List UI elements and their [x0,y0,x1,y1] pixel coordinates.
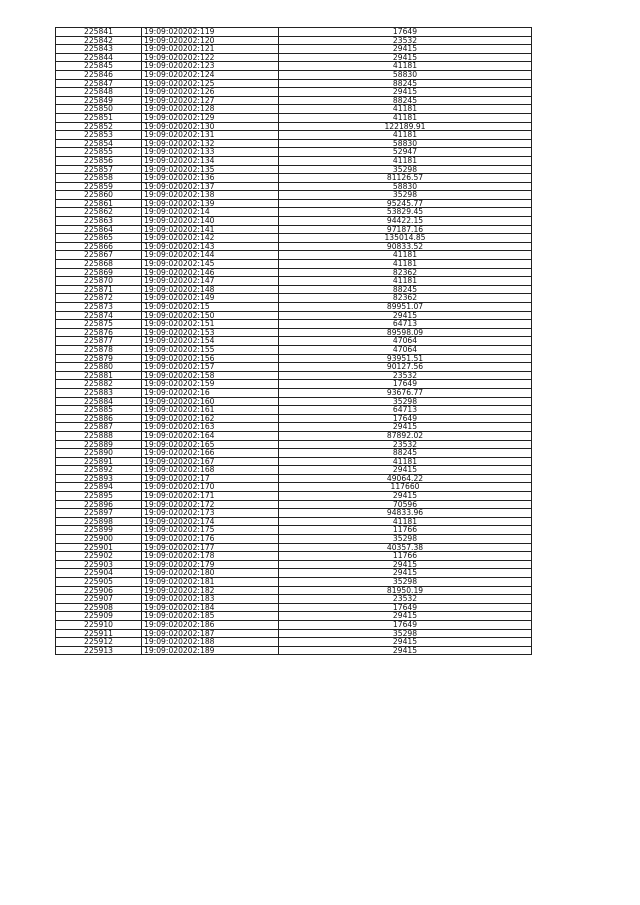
cadastral-number-cell: 19:09:020202:183 [142,595,279,604]
amount-cell: 88245 [279,79,532,88]
row-number-cell: 225861 [56,199,142,208]
table-row [56,517,532,526]
table-row [56,174,532,183]
row-number-cell: 225886 [56,414,142,423]
cadastral-number-cell: 19:09:020202:188 [142,638,279,647]
amount-cell: 17649 [279,380,532,389]
cadastral-number-cell: 19:09:020202:166 [142,449,279,458]
row-number-cell: 225871 [56,285,142,294]
cadastral-number-cell: 19:09:020202:156 [142,354,279,363]
row-number-cell: 225891 [56,457,142,466]
row-number-cell: 225868 [56,260,142,269]
cadastral-number-cell: 19:09:020202:165 [142,440,279,449]
amount-cell: 29415 [279,45,532,54]
table-row [56,423,532,432]
table-row [56,500,532,509]
table-row [56,449,532,458]
row-number-cell: 225865 [56,234,142,243]
table-row [56,354,532,363]
row-number-cell: 225849 [56,96,142,105]
table-row [56,595,532,604]
cadastral-number-cell: 19:09:020202:171 [142,492,279,501]
row-number-cell: 225848 [56,88,142,97]
amount-cell: 41181 [279,156,532,165]
table-row [56,88,532,97]
cadastral-number-cell: 19:09:020202:139 [142,199,279,208]
amount-cell: 17649 [279,620,532,629]
row-number-cell: 225858 [56,174,142,183]
row-number-cell: 225896 [56,500,142,509]
row-number-cell: 225881 [56,371,142,380]
row-number-cell: 225888 [56,431,142,440]
row-number-cell: 225913 [56,646,142,655]
amount-cell: 35298 [279,397,532,406]
table-row [56,397,532,406]
amount-cell: 29415 [279,466,532,475]
cadastral-number-cell: 19:09:020202:136 [142,174,279,183]
cadastral-number-cell: 19:09:020202:16 [142,388,279,397]
cadastral-number-cell: 19:09:020202:154 [142,337,279,346]
cadastral-number-cell: 19:09:020202:148 [142,285,279,294]
cadastral-number-cell: 19:09:020202:135 [142,165,279,174]
cadastral-number-cell: 19:09:020202:17 [142,474,279,483]
cadastral-number-cell: 19:09:020202:132 [142,139,279,148]
amount-cell: 95245.77 [279,199,532,208]
table-row [56,466,532,475]
table-row [56,242,532,251]
cadastral-number-cell: 19:09:020202:164 [142,431,279,440]
amount-cell: 88245 [279,96,532,105]
cadastral-number-cell: 19:09:020202:168 [142,466,279,475]
amount-cell: 29415 [279,311,532,320]
table-row [56,414,532,423]
table-row [56,79,532,88]
row-number-cell: 225869 [56,268,142,277]
cadastral-number-cell: 19:09:020202:142 [142,234,279,243]
table-row [56,646,532,655]
amount-cell: 41181 [279,131,532,140]
amount-cell: 117660 [279,483,532,492]
cadastral-number-cell: 19:09:020202:174 [142,517,279,526]
amount-cell: 11766 [279,552,532,561]
cadastral-number-cell: 19:09:020202:14 [142,208,279,217]
amount-cell: 58830 [279,182,532,191]
row-number-cell: 225887 [56,423,142,432]
cadastral-number-cell: 19:09:020202:160 [142,397,279,406]
table-row [56,543,532,552]
amount-cell: 23532 [279,595,532,604]
cadastral-number-cell: 19:09:020202:121 [142,45,279,54]
row-number-cell: 225901 [56,543,142,552]
cadastral-number-cell: 19:09:020202:176 [142,535,279,544]
table-row [56,285,532,294]
table-row [56,182,532,191]
row-number-cell: 225874 [56,311,142,320]
table-row [56,62,532,71]
table-row [56,509,532,518]
cadastral-number-cell: 19:09:020202:138 [142,191,279,200]
row-number-cell: 225893 [56,474,142,483]
amount-cell: 29415 [279,53,532,62]
row-number-cell: 225846 [56,70,142,79]
table-row [56,629,532,638]
amount-cell: 47064 [279,337,532,346]
amount-cell: 17649 [279,603,532,612]
table-row [56,139,532,148]
row-number-cell: 225904 [56,569,142,578]
cadastral-number-cell: 19:09:020202:187 [142,629,279,638]
table-row [56,225,532,234]
cadastral-number-cell: 19:09:020202:151 [142,320,279,329]
table-row [56,388,532,397]
row-number-cell: 225856 [56,156,142,165]
row-number-cell: 225912 [56,638,142,647]
cadastral-number-cell: 19:09:020202:137 [142,182,279,191]
cadastral-number-cell: 19:09:020202:124 [142,70,279,79]
table-row [56,586,532,595]
amount-cell: 93676.77 [279,388,532,397]
amount-cell: 88245 [279,449,532,458]
amount-cell: 29415 [279,560,532,569]
table-row [56,70,532,79]
table-row [56,474,532,483]
amount-cell: 29415 [279,423,532,432]
amount-cell: 29415 [279,88,532,97]
cadastral-number-cell: 19:09:020202:180 [142,569,279,578]
table-row [56,234,532,243]
row-number-cell: 225862 [56,208,142,217]
amount-cell: 52947 [279,148,532,157]
cadastral-number-cell: 19:09:020202:126 [142,88,279,97]
amount-cell: 17649 [279,414,532,423]
cadastral-number-cell: 19:09:020202:130 [142,122,279,131]
row-number-cell: 225902 [56,552,142,561]
row-number-cell: 225898 [56,517,142,526]
cadastral-number-cell: 19:09:020202:131 [142,131,279,140]
amount-cell: 41181 [279,260,532,269]
amount-cell: 23532 [279,371,532,380]
table-row [56,45,532,54]
amount-cell: 90127.56 [279,363,532,372]
cadastral-number-cell: 19:09:020202:167 [142,457,279,466]
table-row [56,251,532,260]
amount-cell: 90833.52 [279,242,532,251]
amount-cell: 35298 [279,629,532,638]
table-row [56,457,532,466]
ledger-body [56,28,532,655]
amount-cell: 41181 [279,62,532,71]
amount-cell: 23532 [279,36,532,45]
table-row [56,440,532,449]
amount-cell: 87892.02 [279,431,532,440]
cadastral-number-cell: 19:09:020202:15 [142,303,279,312]
row-number-cell: 225895 [56,492,142,501]
row-number-cell: 225889 [56,440,142,449]
cadastral-number-cell: 19:09:020202:184 [142,603,279,612]
row-number-cell: 225910 [56,620,142,629]
amount-cell: 11766 [279,526,532,535]
amount-cell: 35298 [279,535,532,544]
cadastral-number-cell: 19:09:020202:155 [142,345,279,354]
cadastral-number-cell: 19:09:020202:149 [142,294,279,303]
cadastral-number-cell: 19:09:020202:145 [142,260,279,269]
amount-cell: 64713 [279,320,532,329]
row-number-cell: 225864 [56,225,142,234]
row-number-cell: 225879 [56,354,142,363]
row-number-cell: 225908 [56,603,142,612]
table-row [56,380,532,389]
amount-cell: 135014.85 [279,234,532,243]
table-row [56,217,532,226]
row-number-cell: 225885 [56,406,142,415]
cadastral-number-cell: 19:09:020202:177 [142,543,279,552]
row-number-cell: 225853 [56,131,142,140]
amount-cell: 29415 [279,569,532,578]
cadastral-number-cell: 19:09:020202:161 [142,406,279,415]
row-number-cell: 225892 [56,466,142,475]
table-row [56,105,532,114]
row-number-cell: 225866 [56,242,142,251]
cadastral-number-cell: 19:09:020202:129 [142,113,279,122]
cadastral-number-cell: 19:09:020202:133 [142,148,279,157]
row-number-cell: 225841 [56,28,142,37]
cadastral-number-cell: 19:09:020202:122 [142,53,279,62]
amount-cell: 35298 [279,578,532,587]
amount-cell: 94422.15 [279,217,532,226]
row-number-cell: 225897 [56,509,142,518]
table-row [56,638,532,647]
cadastral-number-cell: 19:09:020202:150 [142,311,279,320]
row-number-cell: 225903 [56,560,142,569]
amount-cell: 93951.51 [279,354,532,363]
table-row [56,36,532,45]
amount-cell: 29415 [279,638,532,647]
table-row [56,363,532,372]
table-row [56,113,532,122]
table-row [56,268,532,277]
table-row [56,53,532,62]
table-row [56,277,532,286]
amount-cell: 41181 [279,277,532,286]
table-row [56,560,532,569]
amount-cell: 70596 [279,500,532,509]
cadastral-number-cell: 19:09:020202:125 [142,79,279,88]
row-number-cell: 225842 [56,36,142,45]
table-row [56,96,532,105]
cadastral-number-cell: 19:09:020202:159 [142,380,279,389]
table-row [56,578,532,587]
row-number-cell: 225909 [56,612,142,621]
amount-cell: 41181 [279,251,532,260]
table-row [56,294,532,303]
amount-cell: 122189.91 [279,122,532,131]
row-number-cell: 225873 [56,303,142,312]
row-number-cell: 225845 [56,62,142,71]
amount-cell: 88245 [279,285,532,294]
row-number-cell: 225880 [56,363,142,372]
amount-cell: 35298 [279,165,532,174]
row-number-cell: 225875 [56,320,142,329]
cadastral-number-cell: 19:09:020202:128 [142,105,279,114]
row-number-cell: 225844 [56,53,142,62]
row-number-cell: 225851 [56,113,142,122]
amount-cell: 82362 [279,268,532,277]
amount-cell: 17649 [279,28,532,37]
table-row [56,328,532,337]
row-number-cell: 225905 [56,578,142,587]
table-row [56,569,532,578]
row-number-cell: 225882 [56,380,142,389]
table-row [56,492,532,501]
amount-cell: 41181 [279,105,532,114]
table-row [56,552,532,561]
cadastral-number-cell: 19:09:020202:162 [142,414,279,423]
row-number-cell: 225850 [56,105,142,114]
amount-cell: 64713 [279,406,532,415]
cadastral-number-cell: 19:09:020202:120 [142,36,279,45]
row-number-cell: 225854 [56,139,142,148]
amount-cell: 94833.96 [279,509,532,518]
table-row [56,260,532,269]
row-number-cell: 225867 [56,251,142,260]
table-row [56,311,532,320]
row-number-cell: 225852 [56,122,142,131]
amount-cell: 40357.38 [279,543,532,552]
amount-cell: 41181 [279,517,532,526]
row-number-cell: 225863 [56,217,142,226]
row-number-cell: 225884 [56,397,142,406]
amount-cell: 41181 [279,113,532,122]
cadastral-number-cell: 19:09:020202:143 [142,242,279,251]
row-number-cell: 225843 [56,45,142,54]
row-number-cell: 225894 [56,483,142,492]
cadastral-number-cell: 19:09:020202:134 [142,156,279,165]
cadastral-number-cell: 19:09:020202:172 [142,500,279,509]
table-row [56,431,532,440]
cadastral-number-cell: 19:09:020202:157 [142,363,279,372]
amount-cell: 35298 [279,191,532,200]
row-number-cell: 225878 [56,345,142,354]
cadastral-number-cell: 19:09:020202:181 [142,578,279,587]
row-number-cell: 225900 [56,535,142,544]
amount-cell: 89951.07 [279,303,532,312]
table-row [56,371,532,380]
cadastral-number-cell: 19:09:020202:123 [142,62,279,71]
row-number-cell: 225883 [56,388,142,397]
amount-cell: 58830 [279,139,532,148]
table-row [56,603,532,612]
cadastral-number-cell: 19:09:020202:173 [142,509,279,518]
table-row [56,406,532,415]
cadastral-number-cell: 19:09:020202:140 [142,217,279,226]
amount-cell: 29415 [279,612,532,621]
cadastral-number-cell: 19:09:020202:186 [142,620,279,629]
table-row [56,612,532,621]
amount-cell: 47064 [279,345,532,354]
table-row [56,320,532,329]
amount-cell: 29415 [279,646,532,655]
table-row [56,165,532,174]
amount-cell: 97187.16 [279,225,532,234]
amount-cell: 23532 [279,440,532,449]
cadastral-number-cell: 19:09:020202:147 [142,277,279,286]
cadastral-number-cell: 19:09:020202:119 [142,28,279,37]
row-number-cell: 225906 [56,586,142,595]
cadastral-number-cell: 19:09:020202:146 [142,268,279,277]
table-row [56,345,532,354]
table-row [56,156,532,165]
table-row [56,620,532,629]
table-row [56,208,532,217]
row-number-cell: 225899 [56,526,142,535]
row-number-cell: 225877 [56,337,142,346]
table-row [56,199,532,208]
table-row [56,191,532,200]
cadastral-number-cell: 19:09:020202:175 [142,526,279,535]
table-row [56,122,532,131]
cadastral-number-cell: 19:09:020202:189 [142,646,279,655]
table-row [56,28,532,37]
row-number-cell: 225870 [56,277,142,286]
amount-cell: 58830 [279,70,532,79]
table-row [56,483,532,492]
cadastral-number-cell: 19:09:020202:170 [142,483,279,492]
row-number-cell: 225890 [56,449,142,458]
row-number-cell: 225911 [56,629,142,638]
amount-cell: 89598.09 [279,328,532,337]
cadastral-number-cell: 19:09:020202:179 [142,560,279,569]
cadastral-number-cell: 19:09:020202:185 [142,612,279,621]
table-row [56,303,532,312]
row-number-cell: 225859 [56,182,142,191]
cadastral-number-cell: 19:09:020202:158 [142,371,279,380]
ledger-table [55,27,532,655]
amount-cell: 29415 [279,492,532,501]
amount-cell: 82362 [279,294,532,303]
cadastral-number-cell: 19:09:020202:178 [142,552,279,561]
table-row [56,535,532,544]
amount-cell: 49064.22 [279,474,532,483]
table-row [56,148,532,157]
row-number-cell: 225847 [56,79,142,88]
cadastral-number-cell: 19:09:020202:182 [142,586,279,595]
row-number-cell: 225907 [56,595,142,604]
cadastral-number-cell: 19:09:020202:163 [142,423,279,432]
cadastral-number-cell: 19:09:020202:141 [142,225,279,234]
row-number-cell: 225855 [56,148,142,157]
table-row [56,337,532,346]
cadastral-number-cell: 19:09:020202:153 [142,328,279,337]
row-number-cell: 225876 [56,328,142,337]
amount-cell: 81950.19 [279,586,532,595]
table-row [56,526,532,535]
row-number-cell: 225857 [56,165,142,174]
row-number-cell: 225872 [56,294,142,303]
amount-cell: 41181 [279,457,532,466]
cadastral-number-cell: 19:09:020202:127 [142,96,279,105]
cadastral-number-cell: 19:09:020202:144 [142,251,279,260]
amount-cell: 53829.45 [279,208,532,217]
amount-cell: 81126.57 [279,174,532,183]
table-row [56,131,532,140]
row-number-cell: 225860 [56,191,142,200]
